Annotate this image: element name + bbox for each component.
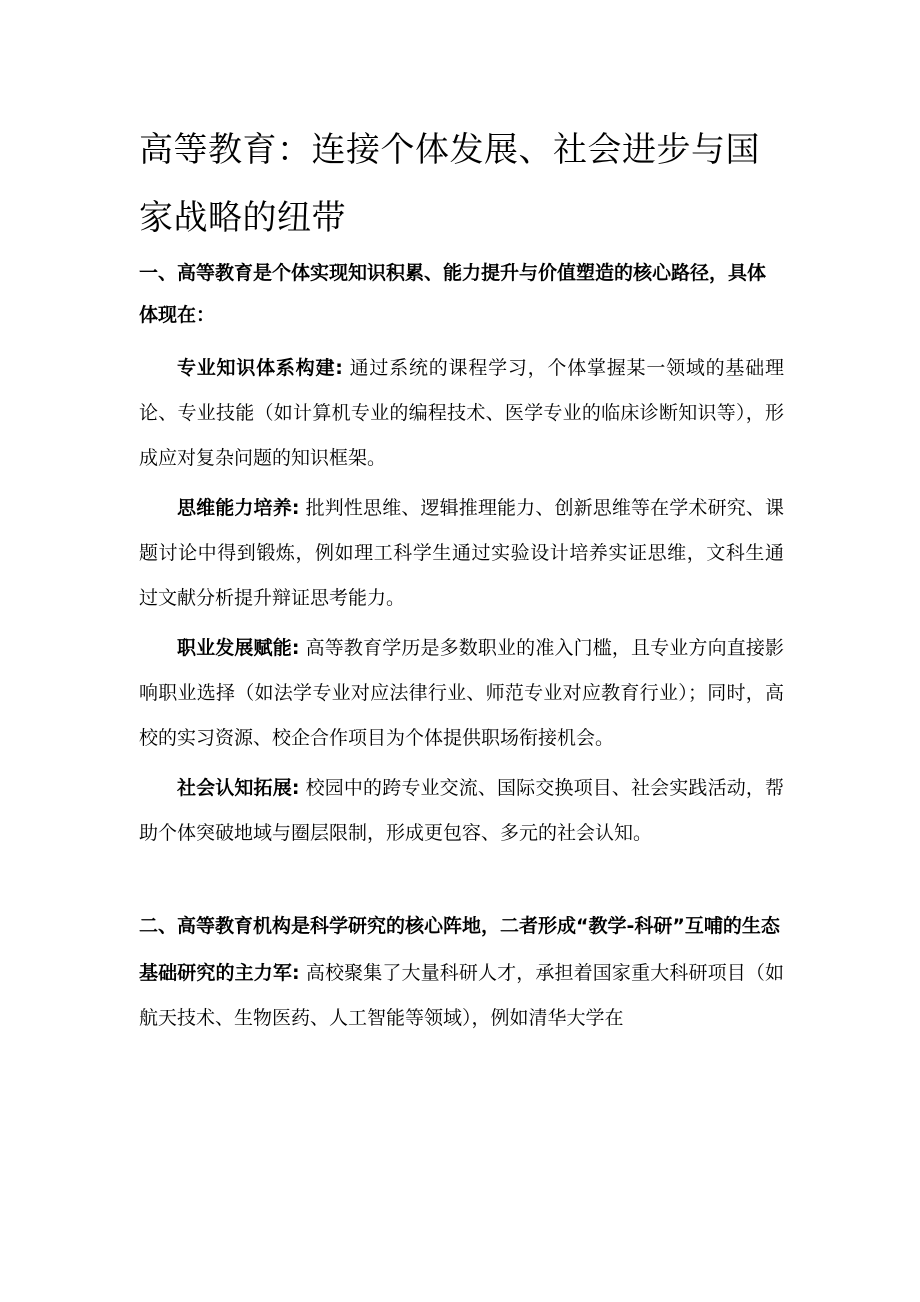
- section-2-heading: 二、高等教育机构是科学研究的核心阵地，二者形成“教学-科研”互哺的生态: [139, 915, 780, 937]
- item-text: 批判性思维、逻辑推理能力、创新思维等在学术研究、课题讨论中得到锻炼，例如理工科学生通过实验设计培养实证思维，文科生通过文献分析提升辩证思考能力。: [139, 497, 784, 609]
- item-text: 校园中的跨专业交流、国际交换项目、社会实践活动，帮助个体突破地域与圈层限制，形成更包容、多元的社会认知。: [139, 777, 784, 844]
- document-page: [139, 116, 784, 1041]
- item-text: 高等教育学历是多数职业的准入门槛，且专业方向直接影响职业选择（如法学专业对应法律行业、师范专业对应教育行业）；同时，高校的实习资源、校企合作项目为个体提供职场衔接机会。: [139, 637, 784, 749]
- section-1-item-thinking-ability: [139, 486, 784, 621]
- item-text: 通过系统的课程学习，个体掌握某一领域的基础理论、专业技能（如计算机专业的编程技术、医学专业的临床诊断知识等），形成应对复杂问题的知识框架。: [139, 357, 784, 469]
- document-title: 高等教育：连接个体发展、社会进步与国家战略的纽带: [139, 130, 760, 238]
- section-2: [139, 901, 784, 1041]
- item-term: 专业知识体系构建:: [177, 357, 343, 379]
- section-1-heading: 一、高等教育是个体实现知识积累、能力提升与价值塑造的核心路径，具体体现在：: [139, 262, 767, 326]
- item-term: 基础研究的主力军:: [139, 962, 300, 984]
- item-term: 社会认知拓展:: [177, 777, 300, 799]
- item-term: 思维能力培养:: [177, 497, 300, 519]
- section-1-item-social-cognition: [139, 766, 784, 856]
- item-text: 高校聚集了大量科研人才，承担着国家重大科研项目（如航天技术、生物医药、人工智能等领域），例如清华大学在: [139, 962, 784, 1029]
- section-1-item-career-empowerment: [139, 626, 784, 761]
- section-1-item-professional-knowledge: [139, 346, 784, 481]
- item-term: 职业发展赋能:: [177, 637, 300, 659]
- section-2-item-basic-research: [139, 951, 784, 1041]
